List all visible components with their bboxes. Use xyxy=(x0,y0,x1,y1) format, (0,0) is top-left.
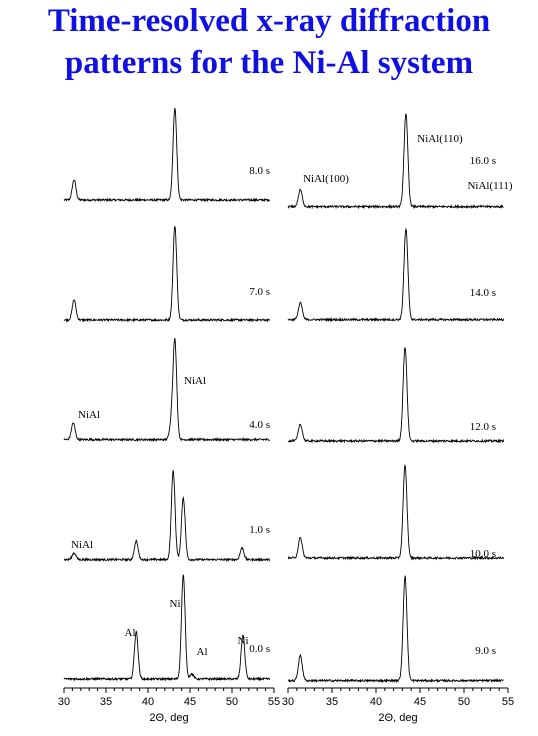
peak-annotation: NiAl(110) xyxy=(417,133,463,145)
diffraction-trace-0-0-s xyxy=(64,575,270,681)
diffraction-trace-10-0-s xyxy=(288,465,504,559)
peak-annotation: Ni xyxy=(169,598,181,610)
diffraction-trace-4-0-s xyxy=(64,338,270,441)
peak-annotation: NiAl(111) xyxy=(467,180,513,192)
x-tick-label: 55 xyxy=(501,696,515,708)
peak-annotation: Ni xyxy=(237,635,249,647)
x-tick-label: 35 xyxy=(325,696,339,708)
peak-annotation: NiAl xyxy=(78,409,100,421)
x-tick-label: 55 xyxy=(267,696,281,708)
x-tick-label: 30 xyxy=(281,696,295,708)
series-time-label: 14.0 s xyxy=(469,287,496,299)
x-axis-title: 2Θ, deg xyxy=(378,712,418,724)
peak-annotation: Al xyxy=(124,627,136,639)
series-time-label: 16.0 s xyxy=(469,155,496,167)
chart-title-line-2: patterns for the Ni-Al system xyxy=(64,45,474,81)
chart-title-line-1: Time-resolved x-ray diffraction xyxy=(47,3,491,39)
x-tick-label: 40 xyxy=(369,696,383,708)
x-tick-label: 45 xyxy=(183,696,197,708)
series-time-label: 1.0 s xyxy=(249,524,270,536)
diffraction-trace-8-0-s xyxy=(64,108,270,201)
x-tick-label: 50 xyxy=(457,696,471,708)
x-axis-title: 2Θ, deg xyxy=(149,712,189,724)
x-tick-label: 40 xyxy=(141,696,155,708)
x-tick-label: 45 xyxy=(413,696,427,708)
x-tick-label: 50 xyxy=(225,696,239,708)
peak-annotation: NiAl xyxy=(71,539,93,551)
series-time-label: 12.0 s xyxy=(469,421,496,433)
diffraction-trace-14-0-s xyxy=(288,229,504,321)
x-tick-label: 30 xyxy=(57,696,71,708)
peak-annotation: NiAl xyxy=(184,375,206,387)
peak-annotation: Al xyxy=(196,646,208,658)
series-time-label: 4.0 s xyxy=(249,419,270,431)
series-time-label: 0.0 s xyxy=(249,643,270,655)
x-tick-label: 35 xyxy=(99,696,113,708)
diffraction-trace-9-0-s xyxy=(288,576,504,682)
diffraction-trace-1-0-s xyxy=(64,470,270,560)
diffraction-trace-7-0-s xyxy=(64,227,270,321)
series-time-label: 10.0 s xyxy=(469,548,496,560)
peak-annotation: NiAl(100) xyxy=(303,173,349,185)
series-time-label: 7.0 s xyxy=(249,286,270,298)
series-time-label: 8.0 s xyxy=(249,165,270,177)
series-time-label: 9.0 s xyxy=(475,645,496,657)
